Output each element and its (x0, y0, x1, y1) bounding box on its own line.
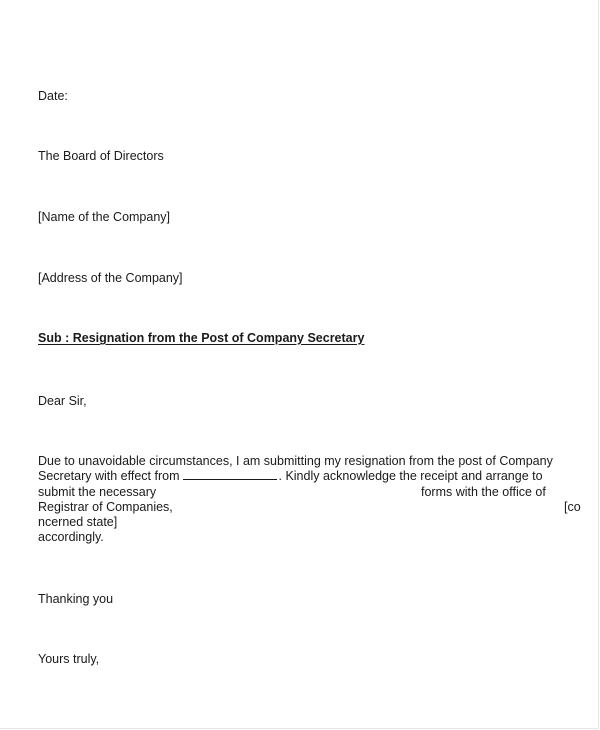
recipient: The Board of Directors (38, 149, 164, 163)
date-blank-field (183, 469, 277, 480)
body-line-2-after-blank: . Kindly acknowledge the receipt and arrange to (278, 469, 543, 483)
body-line-5: ncerned state] (38, 515, 118, 529)
body-line-6: accordingly. (38, 530, 104, 544)
company-address: [Address of the Company] (38, 271, 183, 285)
salutation: Dear Sir, (38, 394, 87, 408)
body-line-2 (38, 469, 543, 484)
closing: Thanking you (38, 592, 114, 606)
body-line-1: Due to unavoidable circumstances, I am submitting my resignation from the post of Company (38, 454, 553, 468)
body-line-3-left: submit the necessary (38, 485, 157, 499)
company-name: [Name of the Company] (38, 210, 171, 224)
body-line-2-before-blank: Secretary with effect from (38, 469, 180, 483)
body-line-3-right: forms with the office of (421, 485, 546, 499)
subject-line: Sub : Resignation from the Post of Company Secretary (38, 331, 365, 345)
body-line-4-right: [co (564, 500, 581, 514)
signoff: Yours truly, (38, 652, 100, 666)
body-line-4-left: Registrar of Companies, (38, 500, 173, 514)
date-label: Date: (38, 89, 68, 103)
